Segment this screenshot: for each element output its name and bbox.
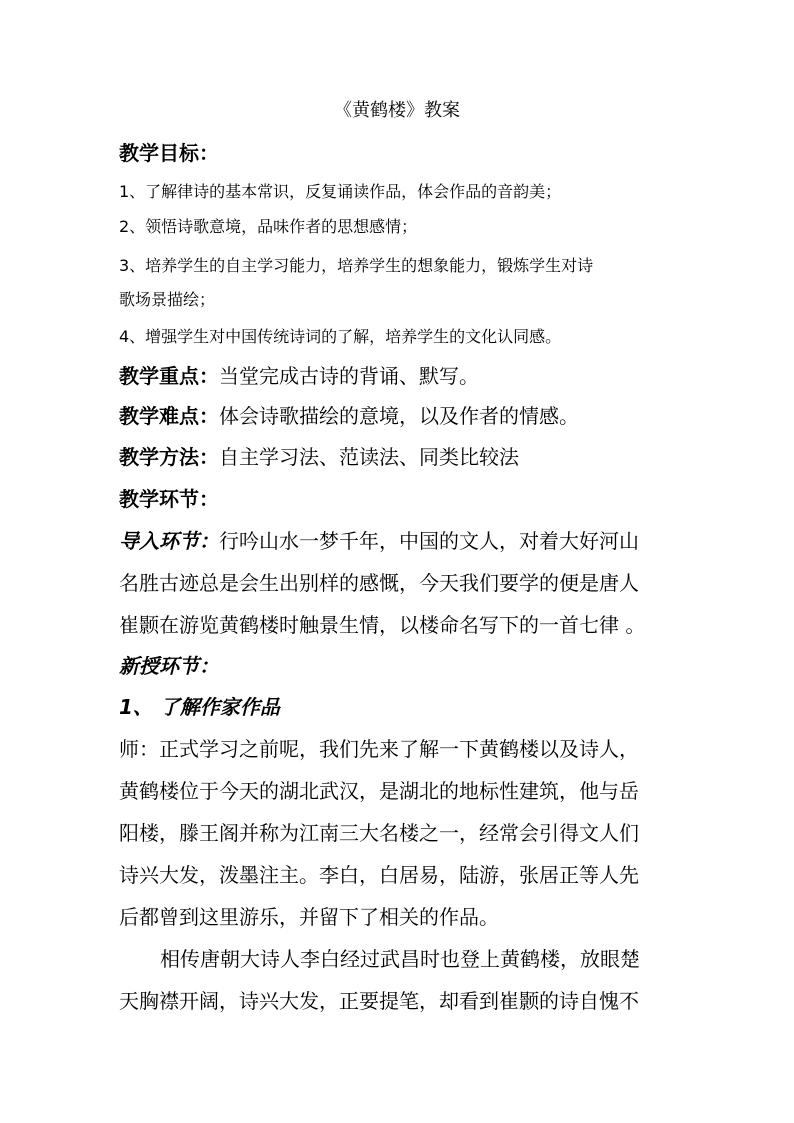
objectives-heading: 教学目标： [119, 141, 219, 165]
intro-text-1: 行吟山水一梦千年，中国的文人，对着大好河山 [219, 529, 639, 553]
paragraph-2-line-1: 相传唐朝大诗人李白经过武昌时也登上黄鹤楼，放眼楚 [160, 947, 640, 971]
new-lesson-heading: 新授环节： [119, 654, 219, 678]
objective-item-4: 4、增强学生对中国传统诗词的了解，培养学生的文化认同感。 [119, 327, 562, 346]
objective-item-3-line-1: 3、培养学生的自主学习能力，培养学生的想象能力，锻炼学生对诗 [119, 256, 594, 275]
paragraph-2-line-2: 天胸襟开阔，诗兴大发，正要提笔，却看到崔颢的诗自愧不 [119, 989, 639, 1013]
key-point-text: 当堂完成古诗的背诵、默写。 [219, 364, 479, 388]
objective-item-2: 2、领悟诗歌意境，品味作者的思想感情； [119, 217, 418, 236]
steps-heading: 教学环节： [119, 487, 219, 511]
intro-line-1 [119, 526, 639, 556]
difficulty-label: 教学难点： [119, 404, 219, 428]
paragraph-1-line-1: 师：正式学习之前呢，我们先来了解一下黄鹤楼以及诗人， [119, 737, 639, 761]
method-line [119, 442, 519, 472]
intro-line-3: 崔颢在游览黄鹤楼时触景生情，以楼命名写下的一首七律 。 [119, 613, 646, 637]
intro-label: 导入环节： [119, 529, 219, 553]
key-point-label: 教学重点： [119, 364, 219, 388]
paragraph-1-line-4: 诗兴大发，泼墨注主。李白，白居易，陆游，张居正等人先 [119, 863, 639, 887]
difficulty-text: 体会诗歌描绘的意境，以及作者的情感。 [219, 404, 579, 428]
paragraph-1-line-2: 黄鹤楼位于今天的湖北武汉，是湖北的地标性建筑，他与岳 [119, 779, 639, 803]
key-point-line [119, 361, 479, 391]
paragraph-1-line-5: 后都曾到这里游乐，并留下了相关的作品。 [119, 905, 499, 929]
objective-item-3-line-2: 歌场景描绘； [119, 290, 216, 309]
method-label: 教学方法： [119, 445, 219, 469]
method-text: 自主学习法、范读法、同类比较法 [219, 445, 519, 469]
document-title: 《黄鹤楼》教案 [334, 100, 460, 121]
difficulty-line [119, 401, 579, 431]
new-lesson-subheading: 1、 了解作家作品 [119, 695, 280, 719]
intro-line-2: 名胜古迹总是会生出别样的感慨，今天我们要学的便是唐人 [119, 571, 639, 595]
objective-item-1: 1、了解律诗的基本常识，反复诵读作品，体会作品的音韵美； [119, 182, 562, 201]
paragraph-1-line-3: 阳楼，滕王阁并称为江南三大名楼之一，经常会引得文人们 [119, 821, 639, 845]
